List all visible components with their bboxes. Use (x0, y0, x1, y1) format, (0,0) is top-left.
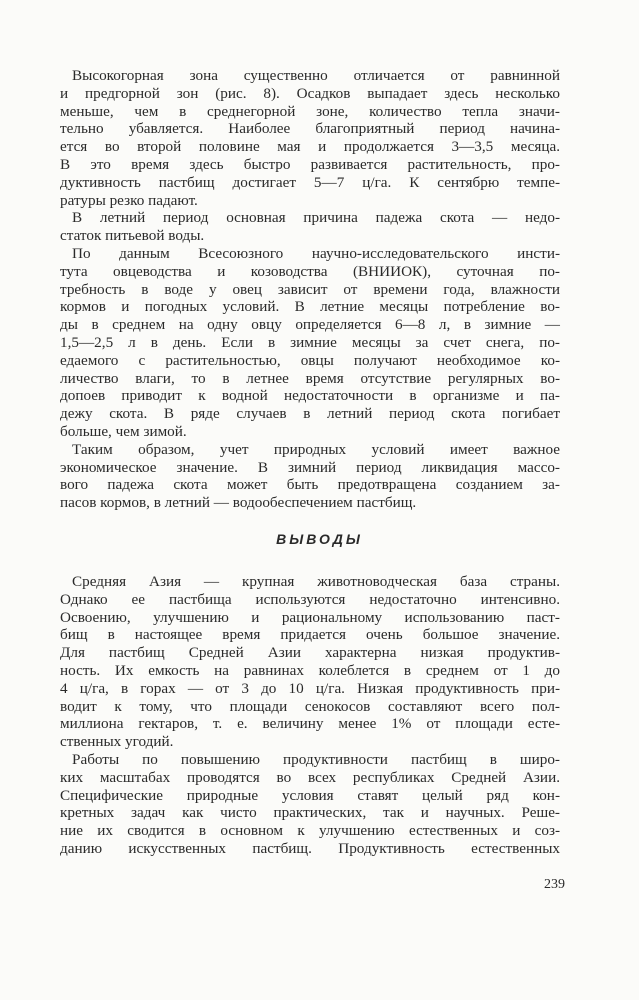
text-line: данию искусственных пастбищ. Продуктивность естественных (60, 839, 560, 857)
text-line: кормов и погодных условий. В летние месяцы потребление во- (60, 298, 560, 316)
body-text-section-2 (60, 573, 560, 858)
text-line: Высокогорная зона существенно отличается от равнинной (72, 67, 560, 84)
text-line: меньше, чем в среднегорной зоне, количество тепла значи- (60, 102, 560, 120)
text-line: ность. Их емкость на равнинах колеблется в среднем от 1 до (60, 661, 560, 679)
text-line: По данным Всесоюзного научно-исследовательского инсти- (72, 244, 560, 262)
text-line: тута овцеводства и козоводства (ВНИИОК), суточная по- (60, 262, 560, 280)
text-line: бищ в настоящее время придается очень большое значение. (60, 626, 560, 644)
text-line: ких масштабах проводятся во всех республиках Средней Азии. (60, 768, 560, 786)
text-line: Однако ее пастбища используются недостаточно интенсивно. (60, 590, 560, 608)
text-line: Средняя Азия — крупная животноводческая база страны. (72, 573, 560, 590)
text-line: тельно убавляется. Наиболее благоприятный период начина- (60, 120, 560, 138)
text-line: ды в среднем на одну овцу определяется 6—8 л, в зимние — (60, 316, 560, 334)
text-line: ется во второй половине мая и продолжается 3—3,5 месяца. (60, 138, 560, 156)
text-line: вого падежа скота может быть предотвращена созданием за- (60, 476, 560, 494)
text-line: 4 ц/га, в горах — от 3 до 10 ц/га. Низкая продуктивность при- (60, 679, 560, 697)
text-line: требность в воде у овец зависит от времени года, влажности (60, 280, 560, 298)
text-line: допоев приводит к водной недостаточности в организме и па- (60, 387, 560, 405)
text-line: 1,5—2,5 л в день. Если в зимние месяцы за счет снега, по- (60, 333, 560, 351)
text-line: экономическое значение. В зимний период ликвидация массо- (60, 458, 560, 476)
text-line: и предгорной зон (рис. 8). Осадков выпадает здесь несколько (60, 84, 560, 102)
body-text-section-1 (60, 67, 560, 512)
text-line: ратуры резко падают. (60, 191, 198, 209)
text-line: Работы по повышению продуктивности пастбищ в широ- (72, 750, 560, 768)
text-line: дуктивность пастбищ достигает 5—7 ц/га. К сентябрю темпе- (60, 173, 560, 191)
text-line: В это время здесь быстро развивается растительность, про- (60, 155, 560, 173)
text-line: кретных задач как чисто практических, так и научных. Реше- (60, 804, 560, 822)
text-line: Для пастбищ Средней Азии характерна низкая продуктив- (60, 644, 560, 662)
text-line: Освоению, улучшению и рациональному использованию паст- (60, 608, 560, 626)
text-line: едаемого с растительностью, овцы получают необходимое ко- (60, 351, 560, 369)
text-line: дежу скота. В ряде случаев в летний период скота погибает (60, 405, 560, 423)
page-number: 239 (544, 877, 565, 892)
text-line: Специфические природные условия ставят целый ряд кон- (60, 786, 560, 804)
text-line: больше, чем зимой. (60, 422, 187, 440)
text-line: миллиона гектаров, т. е. величину менее 1% от площади есте- (60, 715, 560, 733)
text-line: ственных угодий. (60, 733, 174, 751)
text-line: В летний период основная причина падежа скота — недо- (72, 209, 560, 227)
text-line: водит к тому, что площади сенокосов составляют всего пол- (60, 697, 560, 715)
text-line: личество влаги, то в летнее время отсутствие регулярных во- (60, 369, 560, 387)
text-line: пасов кормов, в летний — водообеспечением пастбищ. (60, 494, 417, 512)
section-heading: ВЫВОДЫ (276, 531, 363, 547)
text-line: ние их сводится в основном к улучшению естественных и соз- (60, 822, 560, 840)
text-line: Таким образом, учет природных условий имеет важное (72, 440, 560, 458)
text-line: статок питьевой воды. (60, 227, 205, 245)
